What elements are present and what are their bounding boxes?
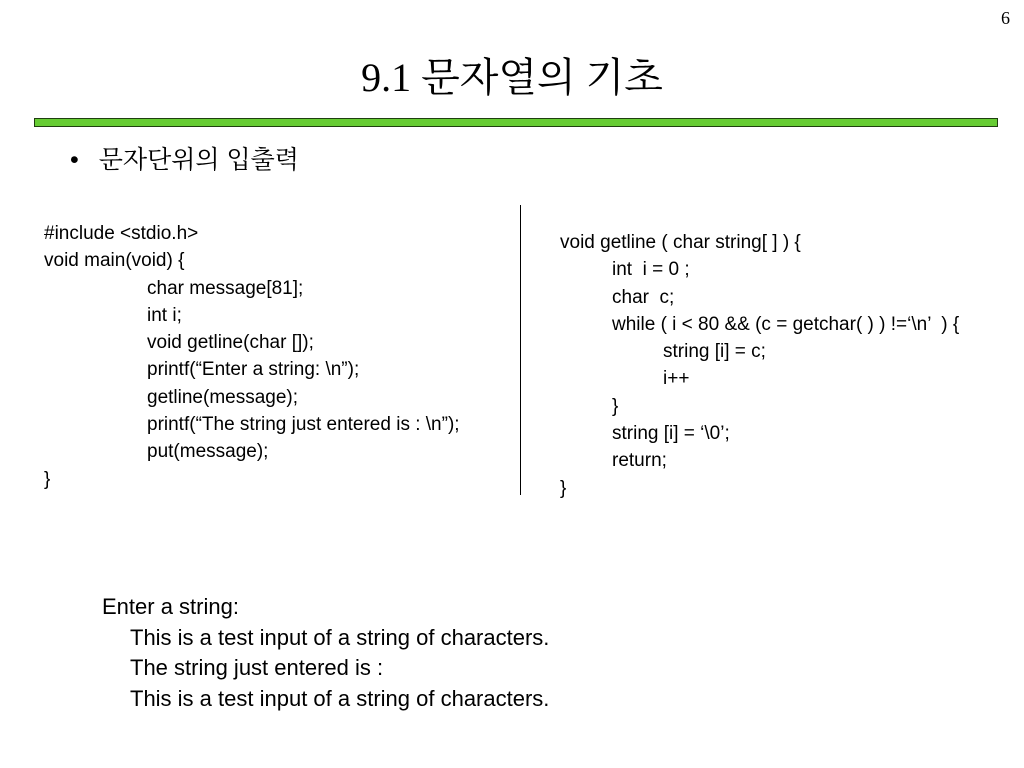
bullet-text: 문자단위의 입출력 [98,146,299,174]
output-line: Enter a string: [102,594,239,619]
code-line: put(message); [147,441,269,463]
bullet-item [70,144,299,176]
code-line: getline(message); [147,386,299,408]
code-line: int i; [147,304,182,326]
code-line: string [i] = ‘\0’; [612,423,730,445]
code-line: void main(void) { [44,250,185,272]
code-line: } [612,395,619,417]
code-line: void getline ( char string[ ] ) { [560,232,801,253]
code-line: i++ [663,368,690,390]
code-line: printf(“Enter a string: \n”); [147,359,360,381]
code-line: #include <stdio.h> [44,223,199,244]
program-output [102,592,549,714]
code-divider [520,205,521,495]
main-code-block [44,220,460,493]
code-line: void getline(char []); [147,332,314,354]
getline-code-block [560,229,1024,502]
page-number: 6 [1001,8,1010,28]
code-line: return; [612,450,667,472]
bullet-dot-icon: • [70,146,79,174]
output-line: This is a test input of a string of characters. [130,685,550,711]
code-line: while ( i < 80 && (c = getchar( ) ) !=‘\n’ ) { [612,313,960,335]
code-line: int i = 0 ; [612,259,690,281]
code-line: printf(“The string just entered is : \n”); [147,414,460,436]
code-line: } [44,468,51,490]
code-line: char message[81]; [147,277,304,299]
slide-title: 9.1 문자열의 기초 [361,55,663,100]
output-line: The string just entered is : [130,655,384,680]
code-line: string [i] = c; [663,341,766,363]
code-line: } [560,477,567,499]
title-underline [34,118,998,127]
output-line: This is a test input of a string of characters. [130,624,550,650]
code-line: char c; [612,286,675,308]
